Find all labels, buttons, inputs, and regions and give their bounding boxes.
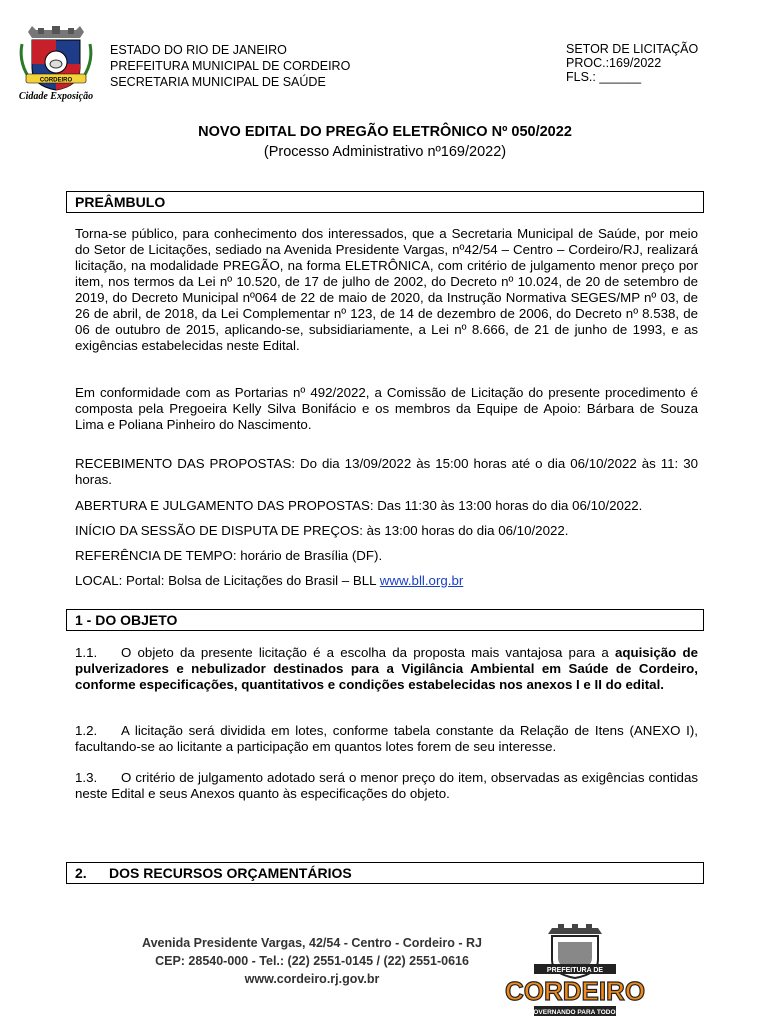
document-subtitle: (Processo Administrativo nº169/2022) <box>263 144 507 160</box>
header-fls: FLS.: ______ <box>566 70 642 84</box>
preambulo-paragraph-1: Torna-se público, para conhecimento dos interessados, que a Secretaria Municipal de Saúde, por meio do Setor de Licitações, sediado na Avenida Presidente Vargas, nº42/54 – Centro – Cordeiro/RJ, realizará licitação, na modalidade PREGÃO, na forma ELETRÔNICA, com critério de julgamento menor preço por item, nos termos da Lei nº 10.520, de 17 de julho de 2002, do Decreto nº 10.024, de 20 de setembro de 2019, do Decreto Municipal nº064 de 22 de maio de 2020, da Instrução Normativa SEGES/MP nº 03, de 26 de abril, de 2018, da Lei Complementar nº 123, de 14 de dezembro de 2006, do Decreto nº 8.538, de 06 de outubro de 2015, aplicando-se, subsidiariamente, a Lei nº 8.666, de 21 de junho de 1993, e as exigências estabelecidas neste Edital. <box>75 226 698 353</box>
header-state: ESTADO DO RIO DE JANEIRO <box>110 43 287 57</box>
preambulo-paragraph-2: Em conformidade com as Portarias nº 492/2022, a Comissão de Licitação do presente procedimento é composta pela Pregoeira Kelly Silva Bonifácio e os membros da Equipe de Apoio: Bárbara de Souza Lima e Poliana Pinheiro do Nascimento. <box>75 385 698 432</box>
logo-tagline-text: GOVERNANDO PARA TODOS. <box>528 1009 622 1016</box>
bll-link[interactable]: www.bll.org.br <box>379 573 464 588</box>
prefeitura-cordeiro-logo <box>504 924 646 1020</box>
footer-website: www.cordeiro.rj.gov.br <box>244 972 380 986</box>
footer-contact: CEP: 28540-000 - Tel.: (22) 2551-0145 / (22) 2551-0616 <box>155 954 469 968</box>
recebimento-propostas: RECEBIMENTO DAS PROPOSTAS: Do dia 13/09/2022 às 15:00 horas até o dia 06/10/2022 às 11: 30 horas. <box>75 456 698 487</box>
header-institution <box>110 42 350 90</box>
municipal-crest <box>14 24 98 104</box>
header-prefeitura: PREFEITURA MUNICIPAL DE CORDEIRO <box>110 59 351 73</box>
referencia-tempo: REFERÊNCIA DE TEMPO: horário de Brasília (DF). <box>75 548 383 563</box>
section-heading-preambulo: PREÂMBULO <box>66 191 704 213</box>
section-heading-objeto: 1 - DO OBJETO <box>66 609 704 631</box>
section-number: 2. <box>75 865 87 881</box>
objeto-item-1-2 <box>75 723 698 755</box>
item-text: O objeto da presente licitação é a escolha da proposta mais vantajosa para a <box>121 645 609 660</box>
item-bold-text: aquisição de pulverizadores e nebulizador destinados para a Vigilância Ambiental em Saúde de Cordeiro, conforme especificações, quantitativos e condições estabelecidas nos anexos I e II do edital. <box>75 645 698 692</box>
header-process-info <box>566 42 698 84</box>
item-number: 1.3. <box>75 770 98 785</box>
footer-address: Avenida Presidente Vargas, 42/54 - Centro - Cordeiro - RJ <box>142 936 482 950</box>
item-number: 1.1. <box>75 645 98 660</box>
inicio-sessao: INÍCIO DA SESSÃO DE DISPUTA DE PREÇOS: às 13:00 horas do dia 06/10/2022. <box>75 523 569 538</box>
logo-top-text: PREFEITURA DE <box>546 967 604 974</box>
crest-caption: Cidade Exposição <box>18 91 94 102</box>
logo-name-text: CORDEIRO <box>504 976 646 1006</box>
local-text: LOCAL: Portal: Bolsa de Licitações do Brasil – BLL <box>75 573 377 588</box>
section-title: DOS RECURSOS ORÇAMENTÁRIOS <box>109 865 352 881</box>
header-setor: SETOR DE LICITAÇÃO <box>566 42 699 56</box>
item-text: O critério de julgamento adotado será o menor preço do item, observadas as exigências contidas neste Edital e seus Anexos quanto às especificações do objeto. <box>75 770 698 801</box>
item-number: 1.2. <box>75 723 98 738</box>
document-title: NOVO EDITAL DO PREGÃO ELETRÔNICO Nº 050/2022 <box>198 124 572 140</box>
crest-banner-text: CORDEIRO <box>39 77 73 84</box>
abertura-propostas: ABERTURA E JULGAMENTO DAS PROPOSTAS: Das 11:30 às 13:00 horas do dia 06/10/2022. <box>75 498 643 513</box>
objeto-item-1-3 <box>75 770 698 802</box>
header-proc: PROC.:169/2022 <box>566 56 662 70</box>
local-line <box>75 573 698 589</box>
header-secretaria: SECRETARIA MUNICIPAL DE SAÚDE <box>110 75 326 89</box>
item-text: A licitação será dividida em lotes, conforme tabela constante da Relação de Itens (ANEXO I), facultando-se ao licitante a participação em quantos lotes forem de seu interesse. <box>75 723 698 754</box>
objeto-item-1-1 <box>75 645 698 693</box>
section-heading-recursos <box>66 862 704 884</box>
